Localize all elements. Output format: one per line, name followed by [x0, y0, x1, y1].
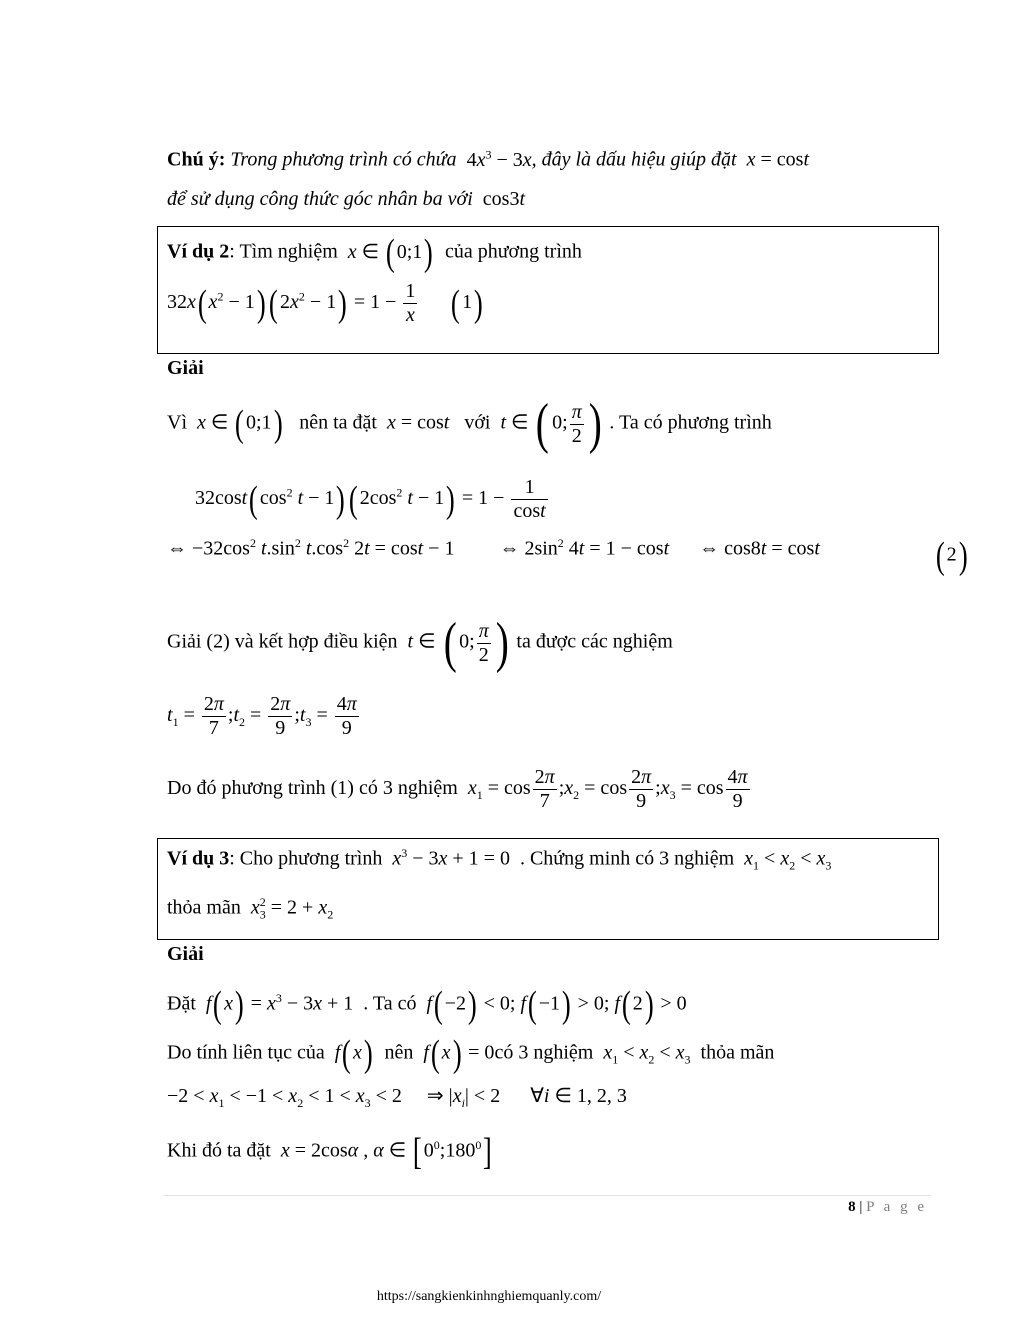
solution-2-roots-t: $t_1$ = $\frac{2\pi}{7}$ $;t_2$ = $\frac{2\pi}{9}$ $;t_3$ = $\frac{4\pi}{9}$	[167, 693, 357, 739]
example-2-line-1	[167, 234, 582, 272]
example-2-label: Ví dụ 2	[167, 240, 230, 263]
example-2-domain: x ∈ (0;1)	[347, 232, 434, 274]
example-2-equation: $32x(x^2 - 1)(2x^2 - 1) = 1$ − $\frac{1}{x}$ (1)	[167, 280, 483, 326]
example-3-text-line2: thỏa mãn	[167, 896, 241, 919]
solution-2-text-dat: nên ta đặt	[299, 411, 377, 434]
page-number: 8	[848, 1199, 856, 1215]
solution-3-line-1: Đặt $f(x) = x^3 - 3x + 1$ . Ta có f(−2) < 0; f(−1) > 0; f(2) > 0	[167, 984, 687, 1026]
source-url[interactable]: https://sangkienkinhnghiemquanly.com/	[376, 1289, 602, 1304]
solution-2-text-vi: Vì	[167, 411, 187, 434]
example-3-text-mid: . Chứng minh có 3 nghiệm	[519, 847, 735, 870]
solution-3-heading: Giải	[167, 943, 204, 965]
solution-2-text-ta-co: . Ta có phương trình	[609, 411, 772, 434]
solution-3-text-thoa-man: thỏa mãn	[700, 1041, 775, 1064]
solution-3-text-khi-do: Khi đó ta đặt	[167, 1139, 271, 1162]
solution-2-heading: Giải	[167, 357, 204, 379]
note-line-1	[167, 148, 809, 172]
example-3-line-1: Ví dụ 3: Cho phương trình $x^3 - 3x + 1 = 0$ . Chứng minh có 3 nghiệm $x_1 < x_2 < x_3$	[167, 846, 832, 873]
solution-3-text-dat: Đặt	[167, 992, 196, 1015]
note-formula-2: x = cost	[746, 148, 810, 171]
fraction-one-over-cos-t: $\frac{1}{\cos t}$	[513, 476, 546, 522]
solution-3-line-3: $-2 < x_1 < -1 < x_2 < 1 < x_3 < 2$ ⇒ $|x_i| < 2$ ∀i ∈ 1, 2, 3	[167, 1085, 627, 1110]
note-text-1: Trong phương trình có chứa	[230, 148, 457, 171]
note-label: Chú ý:	[167, 148, 226, 171]
note-line-2	[167, 188, 525, 211]
solution-2-equation-1: $32\cos t(\cos^2$ $t - 1)(2\cos^2$ t − 1) = 1 − $\frac{1}{\cos t}$	[195, 476, 546, 522]
solution-2-equation-2: ⇔ $-32\cos^2$ $t.\sin^2$ $t.\cos^2$ 2t = cost − 1 ⇔ $2\sin^2$ 4t = 1 − cost ⇔ cos8t = cost	[167, 536, 820, 560]
equation-number-2: (2)	[935, 535, 968, 577]
solution-2-line-2: Giải (2) và kết hợp điều kiện t ∈ ( 0; $\frac{\pi}{2}$ ) ta được các nghiệm	[167, 612, 673, 674]
fraction-one-over-x: $\frac{1}{x}$	[405, 280, 416, 326]
fraction-pi-over-2-b: $\frac{\pi}{2}$	[478, 619, 489, 666]
footer-rule	[163, 1195, 931, 1196]
example-3-text: : Cho phương trình	[229, 847, 383, 870]
page-separator: |	[859, 1199, 863, 1215]
note-formula-1: $4x^3 - 3x$	[461, 147, 532, 171]
solution-3-line-2: Do tính liên tục của f(x) nên f(x) = 0có 3 nghiệm $x_1 < x_2 < x_3$ thỏa mãn	[167, 1033, 775, 1075]
example-2-text: : Tìm nghiệm	[229, 240, 338, 263]
note-formula-3: cos3t	[477, 188, 526, 210]
page-number-footer	[848, 1199, 927, 1216]
example-3-line-2: thỏa mãn $x_3^2 = 2 + x_2$	[167, 895, 334, 922]
solution-3-text-ta-co: . Ta có	[363, 992, 417, 1015]
solution-3-line-4: Khi đó ta đặt x = 2cosα , α ∈ $[0^0;180^0]$	[167, 1131, 493, 1173]
solution-3-text-co-3-nghiem: có 3 nghiệm	[494, 1041, 594, 1064]
example-2-text-tail: của phương trình	[444, 240, 582, 263]
solution-2-text-voi: với	[464, 411, 491, 434]
note-text-2: , đây là dấu hiệu giúp đặt	[531, 148, 737, 171]
solution-2-line-3: Do đó phương trình (1) có 3 nghiệm $x_1 = \cos$ $\frac{2\pi}{7}$ $;x_2 = \cos$ $\frac{2\pi}{9}$ $;x_3 = \cos$ $\frac{4\pi}{9}$	[167, 766, 748, 812]
solution-2-text-nghiem: ta được các nghiệm	[516, 630, 673, 653]
fraction-pi-over-2: $\frac{\pi}{2}$	[571, 400, 582, 447]
solution-2-text-giai-2: Giải (2) và kết hợp điều kiện	[167, 630, 398, 653]
solution-3-text-nen: nên	[384, 1041, 414, 1064]
page-word: P a g e	[866, 1199, 927, 1215]
note-text-3: để sử dụng công thức góc nhân ba với	[167, 188, 473, 210]
example-3-label: Ví dụ 3	[167, 847, 230, 870]
solution-2-line-1: Vì x ∈ (0;1) nên ta đặt x = cost với t ∈ ( 0; $\frac{\pi}{2}$ ) . Ta có phương trình	[167, 393, 772, 455]
solution-2-text-do-do: Do đó phương trình (1) có 3 nghiệm	[167, 777, 458, 800]
solution-3-text-lien-tuc: Do tính liên tục của	[167, 1041, 325, 1064]
